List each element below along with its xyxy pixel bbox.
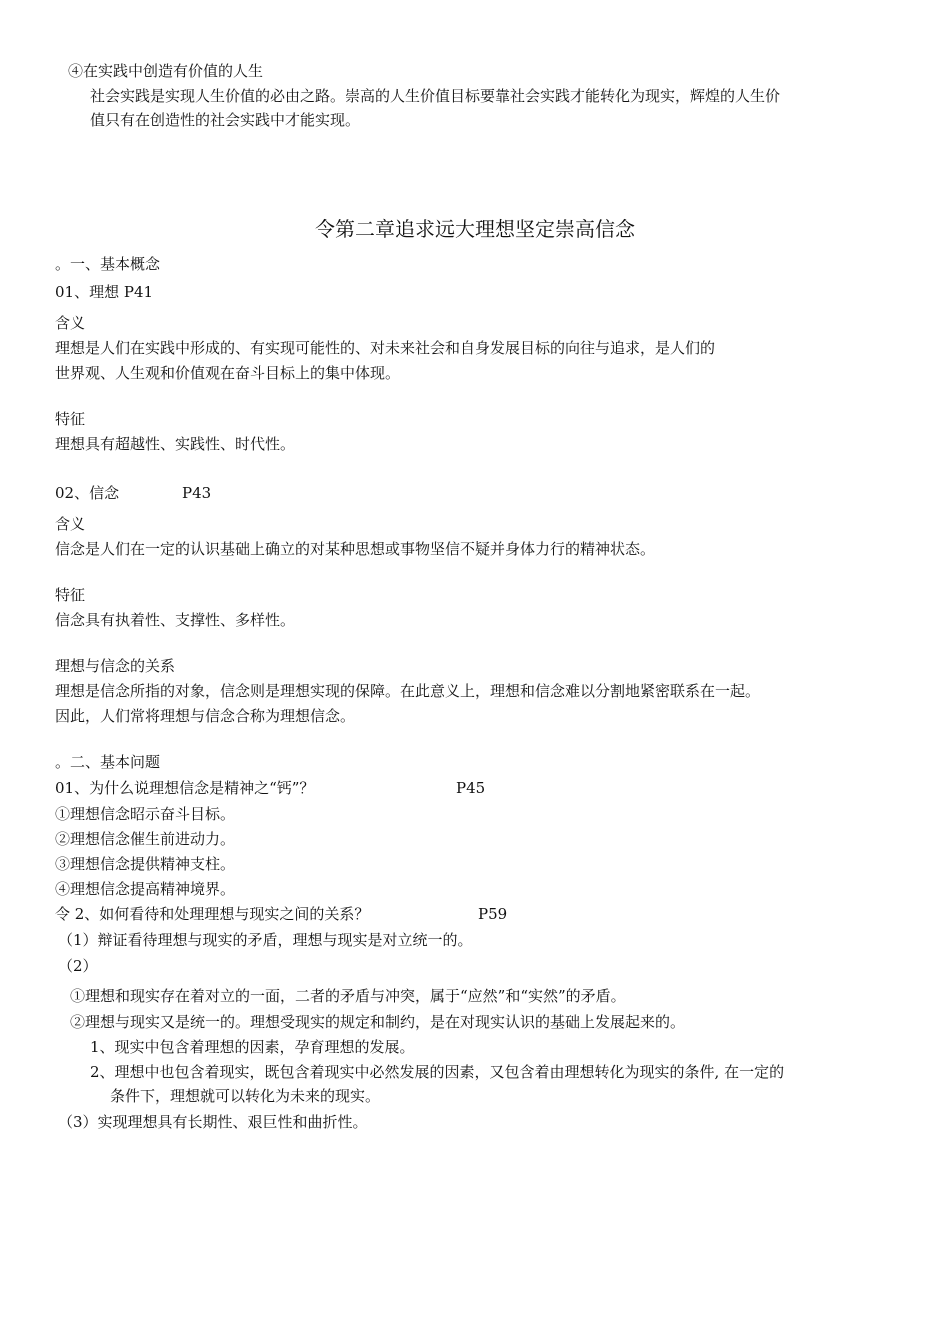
ideal-feature-label: 特征 (55, 410, 86, 428)
q1-point-4: ④理想信念提高精神境界。 (55, 880, 236, 898)
q1-point-2: ②理想信念催生前进动力。 (55, 830, 236, 848)
q2-point-3: （3）实现理想具有长期性、艰巨性和曲折性。 (58, 1113, 368, 1131)
section2-heading: 。二、基本问题 (55, 753, 161, 771)
question-2: 令 2、如何看待和处理理想与现实之间的关系？ (55, 905, 370, 923)
q2-point-1: （1）辩证看待理想与现实的矛盾，理想与现实是对立统一的。 (58, 931, 473, 949)
question-2-page: P59 (478, 905, 508, 923)
question-1-page: P45 (456, 779, 486, 797)
intro-paragraph-line-2: 值只有在创造性的社会实践中才能实现。 (90, 111, 361, 129)
concept-belief-page: P43 (182, 484, 212, 502)
ideal-feature-text: 理想具有超越性、实践性、时代性。 (55, 435, 296, 453)
q2-sub-point-2: ②理想与现实又是统一的。理想受现实的规定和制约，是在对现实认识的基础上发展起来的。 (70, 1013, 686, 1031)
concept-belief-label: 02、信念 (55, 484, 120, 502)
belief-feature-label: 特征 (55, 586, 86, 604)
belief-meaning-text: 信念是人们在一定的认识基础上确立的对某种思想或事物坚信不疑并身体力行的精神状态。 (55, 540, 656, 558)
concept-ideal-label: 01、理想 P41 (55, 283, 154, 301)
belief-meaning-label: 含义 (55, 515, 86, 533)
ideal-meaning-label: 含义 (55, 314, 86, 332)
section1-heading: 。一、基本概念 (55, 255, 161, 273)
belief-feature-text: 信念具有执着性、支撑性、多样性。 (55, 611, 296, 629)
question-1: 01、为什么说理想信念是精神之“钙”？ (55, 779, 315, 797)
intro-heading: ④在实践中创造有价值的人生 (68, 62, 264, 80)
q2-detail-2-line-1: 2、理想中也包含着现实，既包含着现实中必然发展的因素，又包含着由理想转化为现实的条件, 在一定的 (90, 1063, 785, 1081)
relation-line-1: 理想是信念所指的对象，信念则是理想实现的保障。在此意义上，理想和信念难以分割地紧密联系在一起。 (55, 682, 761, 700)
q1-point-1: ①理想信念昭示奋斗目标。 (55, 805, 236, 823)
ideal-meaning-line-1: 理想是人们在实践中形成的、有实现可能性的、对未来社会和自身发展目标的向往与追求，是人们的 (55, 339, 716, 357)
q2-point-2: （2） (58, 957, 98, 975)
q2-detail-2-line-2: 条件下，理想就可以转化为未来的现实。 (110, 1087, 381, 1105)
chapter-title: 令第二章追求远大理想坚定崇高信念 (315, 217, 635, 241)
ideal-meaning-line-2: 世界观、人生观和价值观在奋斗目标上的集中体现。 (55, 364, 401, 382)
relation-line-2: 因此，人们常将理想与信念合称为理想信念。 (55, 707, 356, 725)
relation-label: 理想与信念的关系 (55, 657, 176, 675)
intro-paragraph-line-1: 社会实践是实现人生价值的必由之路。崇高的人生价值目标要靠社会实践才能转化为现实，辉煌的人生价 (90, 87, 781, 105)
q2-sub-point-1: ①理想和现实存在着对立的一面，二者的矛盾与冲突，属于“应然”和“实然”的矛盾。 (70, 987, 626, 1005)
q2-detail-1: 1、现实中包含着理想的因素，孕育理想的发展。 (90, 1038, 415, 1056)
q1-point-3: ③理想信念提供精神支柱。 (55, 855, 236, 873)
